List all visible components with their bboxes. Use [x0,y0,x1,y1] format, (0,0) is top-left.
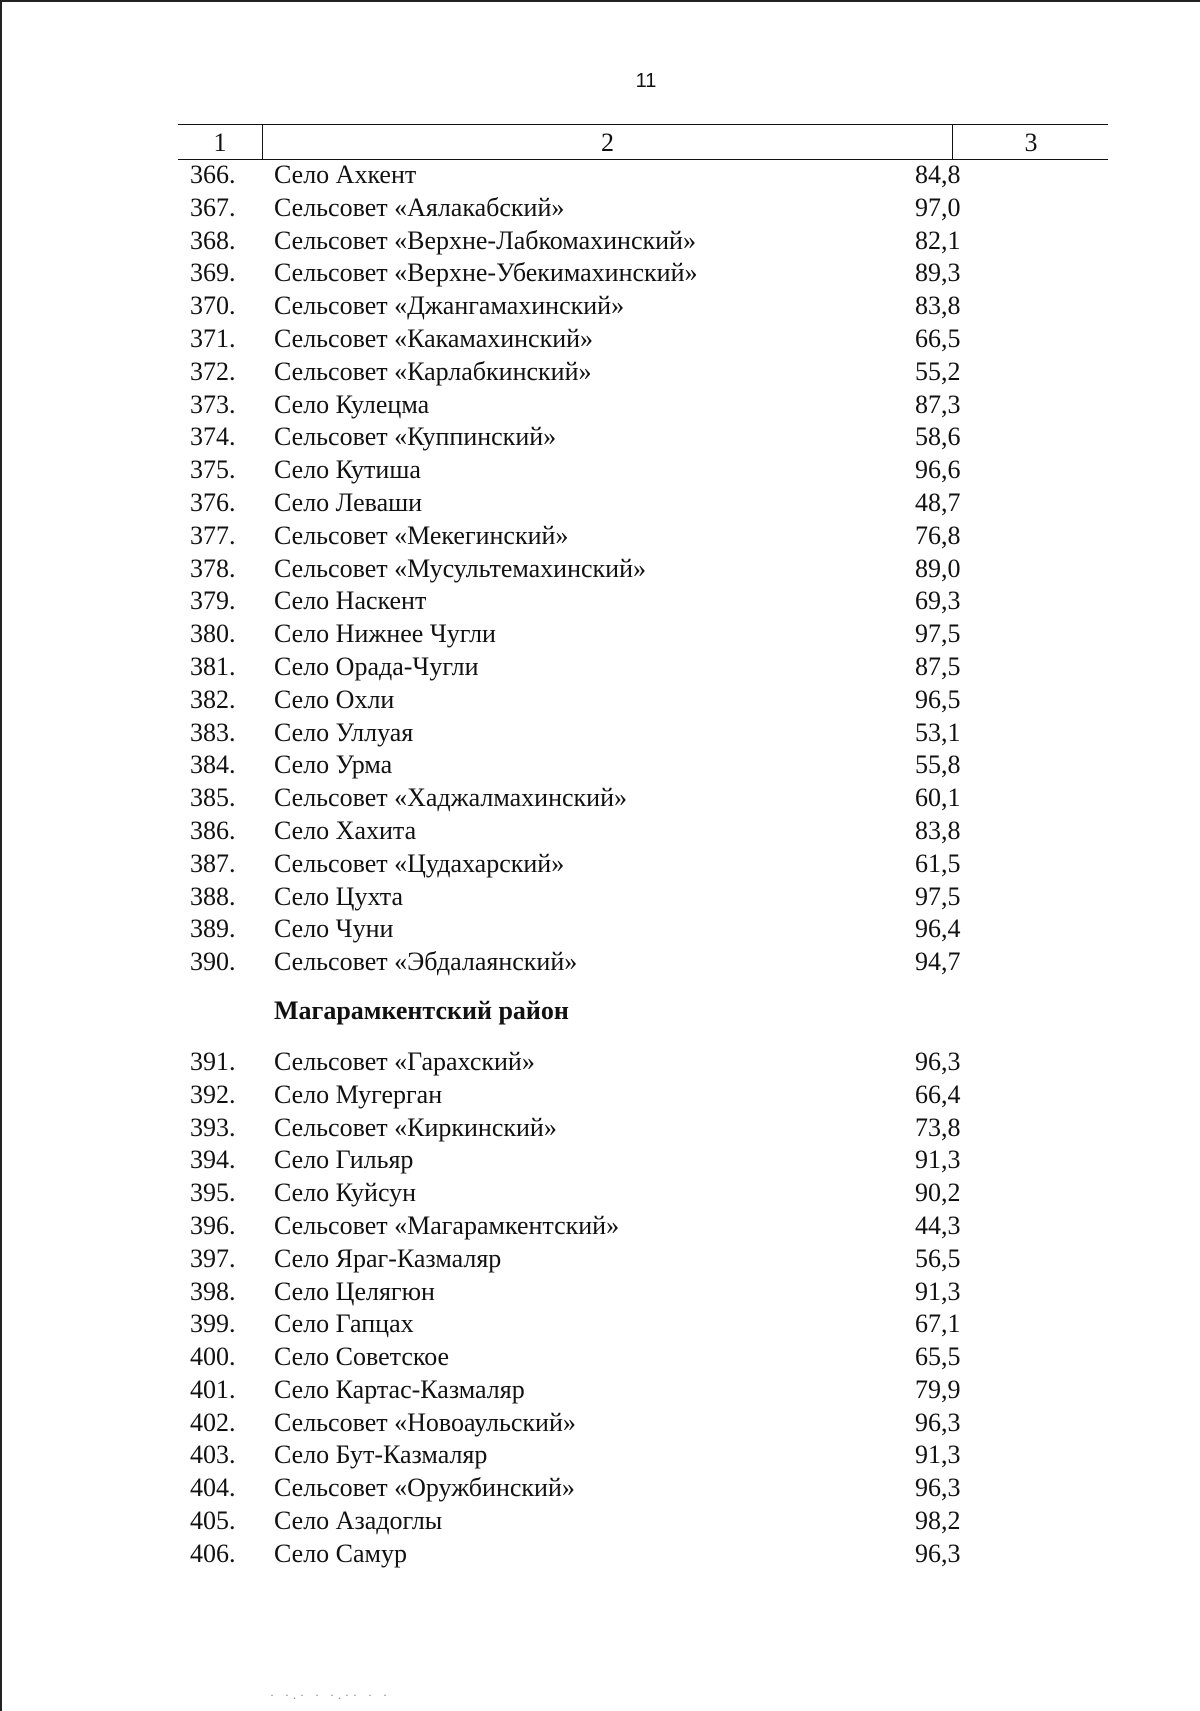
table-row [0,323,1200,356]
row-name: Село Кулецма [274,389,430,419]
row-name: Сельсовет «Магарамкентский» [274,1210,620,1240]
row-number: 379. [190,586,236,616]
table-row [0,421,1200,454]
table-row [0,1341,1200,1374]
row-name: Село Гапцах [274,1309,414,1339]
row-value: 48,7 [915,487,961,517]
row-number: 388. [190,881,236,911]
row-name: Село Азадоглы [274,1506,443,1536]
row-value: 98,2 [915,1506,961,1536]
table-row [0,1308,1200,1341]
row-name: Село Целягюн [274,1276,435,1306]
row-value: 91,3 [915,1145,961,1175]
table-row [0,553,1200,586]
row-name: Сельсовет «Оружбинский» [274,1473,575,1503]
row-value: 83,8 [915,815,961,845]
table-row [0,1439,1200,1472]
row-number: 366. [190,160,236,189]
page-number: 11 [635,70,657,92]
row-value: 96,5 [915,684,961,714]
row-value: 69,3 [915,586,961,616]
row-value: 56,5 [915,1243,961,1273]
row-value: 67,1 [915,1309,961,1339]
table-row [0,717,1200,750]
row-number: 390. [190,947,236,977]
row-name: Село Ахкент [274,160,417,189]
row-value: 73,8 [915,1112,961,1142]
table-group-magaramkent [0,1046,1200,1571]
row-number: 403. [190,1440,236,1470]
row-value: 96,3 [915,1407,961,1437]
row-value: 91,3 [915,1440,961,1470]
row-number: 368. [190,225,236,255]
table-row [0,651,1200,684]
table-row [0,913,1200,946]
row-number: 371. [190,323,236,353]
row-number: 397. [190,1243,236,1273]
row-number: 367. [190,192,236,222]
section-heading [0,979,1200,1046]
header-col-1: 1 [178,125,263,159]
table-row [0,225,1200,258]
scan-specks: · ·.· · ·.·· · · [270,1688,391,1702]
row-name: Сельсовет «Мусультемахинский» [274,553,647,583]
table-row [0,192,1200,225]
row-value: 66,4 [915,1079,961,1109]
row-name: Село Кутиша [274,455,421,485]
row-value: 96,3 [915,1538,961,1568]
row-number: 385. [190,783,236,813]
row-number: 396. [190,1210,236,1240]
table-row [0,618,1200,651]
row-value: 97,5 [915,881,961,911]
row-name: Сельсовет «Мекегинский» [274,520,569,550]
row-value: 55,2 [915,356,961,386]
table-row [0,1177,1200,1210]
row-value: 89,0 [915,553,961,583]
header-col-3: 3 [1024,128,1038,157]
row-number: 391. [190,1046,236,1076]
row-name: Село Леваши [274,487,423,517]
row-number: 382. [190,684,236,714]
row-name: Сельсовет «Карлабкинский» [274,356,592,386]
table-row [0,1505,1200,1538]
row-name: Село Советское [274,1342,450,1372]
row-name: Село Орада-Чугли [274,651,479,681]
row-value: 96,3 [915,1473,961,1503]
row-value: 61,5 [915,848,961,878]
table-row [0,848,1200,881]
row-name: Сельсовет «Цудахарский» [274,848,565,878]
table-row [0,1046,1200,1079]
row-number: 392. [190,1079,236,1109]
row-name: Село Уллуая [274,717,414,747]
row-number: 404. [190,1473,236,1503]
row-name: Сельсовет «Джангамахинский» [274,291,625,321]
row-number: 389. [190,914,236,944]
row-number: 381. [190,651,236,681]
row-number: 370. [190,291,236,321]
table-row [0,1407,1200,1440]
row-name: Село Гильяр [274,1145,414,1175]
table-row [0,1472,1200,1505]
section-title: Магарамкентский район [274,995,569,1025]
table-row [0,881,1200,914]
table-row [0,1144,1200,1177]
table-row [0,356,1200,389]
table-row [0,1538,1200,1571]
row-number: 387. [190,848,236,878]
table-row [0,159,1200,192]
row-name: Село Урма [274,750,393,780]
row-value: 97,0 [915,192,961,222]
row-number: 399. [190,1309,236,1339]
row-number: 406. [190,1538,236,1568]
row-number: 377. [190,520,236,550]
row-name: Село Яраг-Казмаляр [274,1243,502,1273]
table-row [0,290,1200,323]
row-number: 395. [190,1178,236,1208]
row-number: 376. [190,487,236,517]
row-number: 394. [190,1145,236,1175]
row-value: 65,5 [915,1342,961,1372]
row-name: Село Чуни [274,914,394,944]
table-row [0,815,1200,848]
table-body [0,159,1200,1571]
row-number: 369. [190,258,236,288]
row-name: Сельсовет «Новоаульский» [274,1407,576,1437]
row-value: 89,3 [915,258,961,288]
header-col-2: 2 [263,125,953,159]
row-value: 87,3 [915,389,961,419]
page-edge-top [0,0,1200,2]
row-value: 96,4 [915,914,961,944]
row-name: Село Мугерган [274,1079,443,1109]
table-row [0,1079,1200,1112]
row-number: 383. [190,717,236,747]
row-number: 386. [190,815,236,845]
table-row [0,389,1200,422]
row-number: 384. [190,750,236,780]
row-name: Сельсовет «Гарахский» [274,1046,535,1076]
row-value: 87,5 [915,651,961,681]
row-name: Сельсовет «Верхне-Лабкомахинский» [274,225,696,255]
row-number: 375. [190,455,236,485]
table-row [0,520,1200,553]
table-group-levashi [0,159,1200,979]
row-value: 44,3 [915,1210,961,1240]
table-row [0,257,1200,290]
table-row [0,1276,1200,1309]
row-name: Сельсовет «Какамахинский» [274,323,594,353]
row-name: Село Цухта [274,881,404,911]
row-value: 90,2 [915,1178,961,1208]
row-name: Сельсовет «Аялакабский» [274,192,565,222]
table-row [0,946,1200,979]
table-row [0,487,1200,520]
row-value: 96,3 [915,1046,961,1076]
table-row [0,1210,1200,1243]
row-name: Село Самур [274,1538,408,1568]
row-value: 53,1 [915,717,961,747]
row-value: 96,6 [915,455,961,485]
row-value: 79,9 [915,1374,961,1404]
table-row [0,1112,1200,1145]
row-value: 97,5 [915,619,961,649]
row-value: 76,8 [915,520,961,550]
row-value: 83,8 [915,291,961,321]
row-name: Сельсовет «Эбдалаянский» [274,947,578,977]
table-row [0,749,1200,782]
row-name: Сельсовет «Верхне-Убекимахинский» [274,258,698,288]
row-name: Село Куйсун [274,1178,417,1208]
row-number: 401. [190,1374,236,1404]
table-row [0,585,1200,618]
row-number: 400. [190,1342,236,1372]
row-name: Село Картас-Казмаляр [274,1374,525,1404]
row-number: 373. [190,389,236,419]
table-row [0,1243,1200,1276]
row-name: Село Бут-Казмаляр [274,1440,488,1470]
row-value: 66,5 [915,323,961,353]
table-row [0,684,1200,717]
row-number: 405. [190,1506,236,1536]
row-value: 94,7 [915,947,961,977]
row-value: 84,8 [915,160,961,189]
row-name: Сельсовет «Киркинский» [274,1112,557,1142]
row-name: Село Нижнее Чугли [274,619,496,649]
row-number: 393. [190,1112,236,1142]
row-value: 82,1 [915,225,961,255]
row-name: Село Хахита [274,815,417,845]
table-row [0,1374,1200,1407]
row-value: 60,1 [915,783,961,813]
row-number: 398. [190,1276,236,1306]
table-header [178,124,1108,160]
row-name: Село Наскент [274,586,427,616]
row-value: 58,6 [915,422,961,452]
row-number: 372. [190,356,236,386]
table-row [0,782,1200,815]
row-number: 380. [190,619,236,649]
row-number: 374. [190,422,236,452]
row-name: Сельсовет «Хаджалмахинский» [274,783,627,813]
row-name: Село Охли [274,684,395,714]
table-row [0,454,1200,487]
row-number: 402. [190,1407,236,1437]
row-name: Сельсовет «Куппинский» [274,422,557,452]
row-value: 91,3 [915,1276,961,1306]
row-number: 378. [190,553,236,583]
row-value: 55,8 [915,750,961,780]
